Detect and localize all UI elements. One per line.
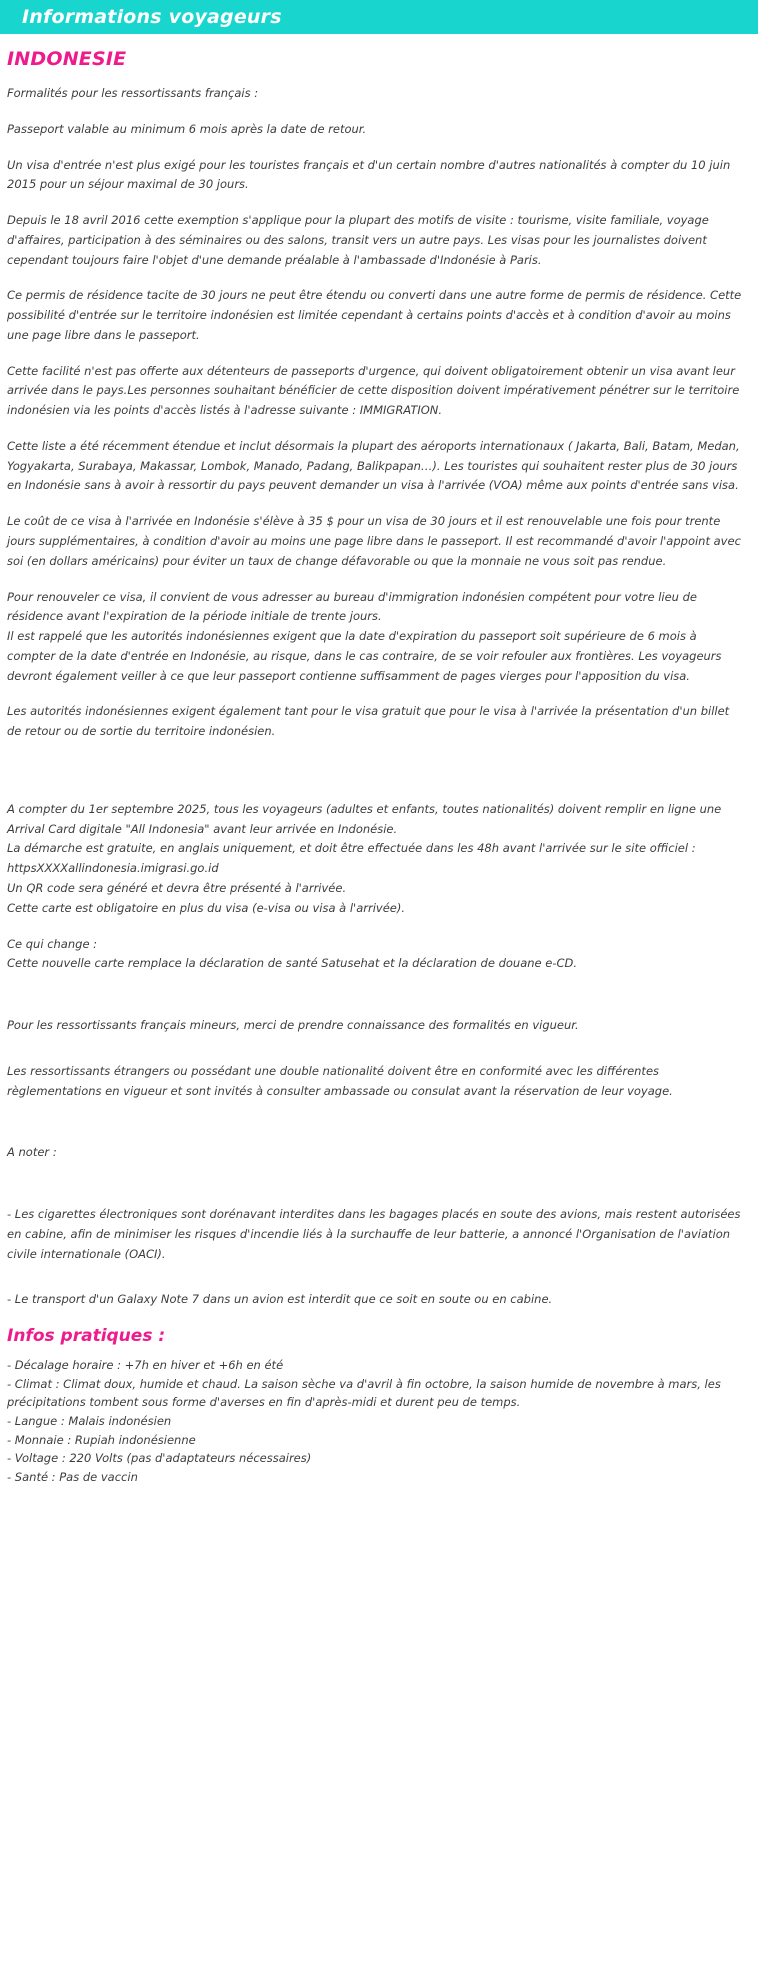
paragraph-arrival-card-website: La démarche est gratuite, en anglais uniquement, et doit être effectuée dans les 48h avant l'arrivée sur le site officiel : httpsXXXXallindonesia.imigrasi.go.id <box>7 841 696 876</box>
page-content <box>0 34 758 1487</box>
paragraph-changes-label: Ce qui change : <box>7 936 98 951</box>
page-header <box>0 0 758 34</box>
paragraph-changes-detail: Cette nouvelle carte remplace la déclaration de santé Satusehat et la déclaration de douane e-CD. <box>7 956 578 971</box>
paragraph-return-ticket: Les autorités indonésiennes exigent également tant pour le visa gratuit que pour le visa à l'arrivée la présentation d'un billet de retour ou de sortie du territoire indonésien. <box>7 704 730 739</box>
section-gap-note7 <box>7 1280 748 1290</box>
section-gap-arrival-card <box>7 758 748 800</box>
paragraph-passport-expiry-warning: Il est rappelé que les autorités indonésiennes exigent que la date d'expiration du passeport soit supérieure de 6 mois à compter de la date d'entrée en Indonésie, au risque, dans le cas contraire, de se voir refouler aux frontières. Les voyageurs devront également veiller à ce que leur passeport contienne suffisamment de pages vierges pour l'apposition du visa. <box>7 629 722 683</box>
section-gap-ecig <box>7 1179 748 1205</box>
paragraph-visa-exemption: Un visa d'entrée n'est plus exigé pour les touristes français et d'un certain nombre d'autres nationalités à compter du 10 juin 2015 pour un séjour maximal de 30 jours. <box>7 157 731 192</box>
paragraph-residence-permit: Ce permis de résidence tacite de 30 jours ne peut être étendu ou converti dans une autre forme de permis de résidence. Cette possibilité d'entrée sur le territoire indonésien est limitée cependant à certains points d'accès et à condition d'avoir au moins une page libre dans le passeport. <box>7 288 742 342</box>
paragraph-minors: Pour les ressortissants français mineurs, merci de prendre connaissance des formalités en vigueur. <box>7 1018 579 1033</box>
practical-item-language: - Langue : Malais indonésien <box>7 1414 172 1429</box>
paragraph-arrival-card: A compter du 1er septembre 2025, tous les voyageurs (adultes et enfants, toutes nationalités) doivent remplir en ligne une Arrival Card digitale "All Indonesia" avant leur arrivée en Indonésie. <box>7 801 722 836</box>
paragraph-voa-cost: Le coût de ce visa à l'arrivée en Indonésie s'élève à 35 $ pour un visa de 30 jours et il est renouvelable une fois pour trente jours supplémentaires, à condition d'avoir au moins une page libre dans le passeport. Il est recommandé d'avoir l'appoint avec soi (en dollars américains) pour éviter un taux de change défavorable ou que la monnaie ne vous soit pas rendue. <box>7 514 741 568</box>
paragraph-emergency-passport: Cette facilité n'est pas offerte aux détenteurs de passeports d'urgence, qui doivent obligatoirement obtenir un visa avant leur arrivée dans le pays.Les personnes souhaitant bénéficier de cette disposition doivent impérativement pénétrer sur le territoire indonésien via les points d'accès listés à l'adresse suivante : IMMIGRATION. <box>7 363 740 418</box>
paragraph-passport-validity: Passeport valable au minimum 6 mois après la date de retour. <box>7 121 367 136</box>
paragraph-note-label: A noter : <box>7 1145 57 1160</box>
paragraph-entry-points-list: Cette liste a été récemment étendue et inclut désormais la plupart des aéroports internationaux ( Jakarta, Bali, Batam, Medan, Yogyakarta, Surabaya, Makassar, Lombok, Manado, Padang, Balikpapan…). Les touristes qui souhaitent rester plus de 30 jours en Indonésie sans à avoir à ressortir du pays peuvent demander un visa à l'arrivée (VOA) même aux points d'entrée sans visa. <box>7 438 740 493</box>
country-heading: INDONESIE <box>7 48 127 70</box>
section-gap-foreigners <box>7 1052 748 1062</box>
paragraph-card-mandatory: Cette carte est obligatoire en plus du visa (e-visa ou visa à l'arrivée). <box>7 900 406 915</box>
practical-item-voltage: - Voltage : 220 Volts (pas d'adaptateurs nécessaires) <box>7 1451 312 1466</box>
practical-item-currency: - Monnaie : Rupiah indonésienne <box>7 1432 196 1447</box>
practical-item-timezone: - Décalage horaire : +7h en hiver et +6h en été <box>7 1358 284 1373</box>
paragraph-foreign-nationals: Les ressortissants étrangers ou possédant une double nationalité doivent être en conformité avec les différentes règlementations en vigueur et sont invités à consulter ambassade ou consulat avant la réservation de leur voyage. <box>7 1063 673 1098</box>
practical-info-heading: Infos pratiques : <box>7 1326 166 1347</box>
paragraph-ecigarettes: - Les cigarettes électroniques sont dorénavant interdites dans les bagages placés en soute des avions, mais restent autorisées en cabine, afin de minimiser les risques d'incendie liés à la surchauffe de leur batterie, a annoncé l'Organisation de l'aviation civile internationale (OACI). <box>7 1207 741 1261</box>
paragraph-formalites-intro: Formalités pour les ressortissants français : <box>7 86 259 100</box>
practical-item-health: - Santé : Pas de vaccin <box>7 1469 138 1484</box>
paragraph-exemption-scope: Depuis le 18 avril 2016 cette exemption s'applique pour la plupart des motifs de visite : tourisme, visite familiale, voyage d'affaires, participation à des séminaires ou des salons, transit vers un autre pays. Les visas pour les journalistes doivent cependant toujours faire l'objet d'une demande préalable à l'ambassade d'Indonésie à Paris. <box>7 213 709 267</box>
practical-item-climate: - Climat : Climat doux, humide et chaud. La saison sèche va d'avril à fin octobre, la saison humide de novembre à mars, les précipitations tombent sous forme d'averses en fin d'après-midi et durent peu de temps. <box>7 1376 721 1410</box>
paragraph-qr-code: Un QR code sera généré et devra être présenté à l'arrivée. <box>7 880 347 895</box>
page-title: Informations voyageurs <box>22 6 282 28</box>
section-gap-note <box>7 1117 748 1143</box>
paragraph-galaxy-note7: - Le transport d'un Galaxy Note 7 dans un avion est interdit que ce soit en soute ou en cabine. <box>7 1292 553 1307</box>
paragraph-visa-renewal: Pour renouveler ce visa, il convient de vous adresser au bureau d'immigration indonésien compétent pour votre lieu de résidence avant l'expiration de la période initiale de trente jours. <box>7 589 697 624</box>
section-gap-minors <box>7 990 748 1016</box>
